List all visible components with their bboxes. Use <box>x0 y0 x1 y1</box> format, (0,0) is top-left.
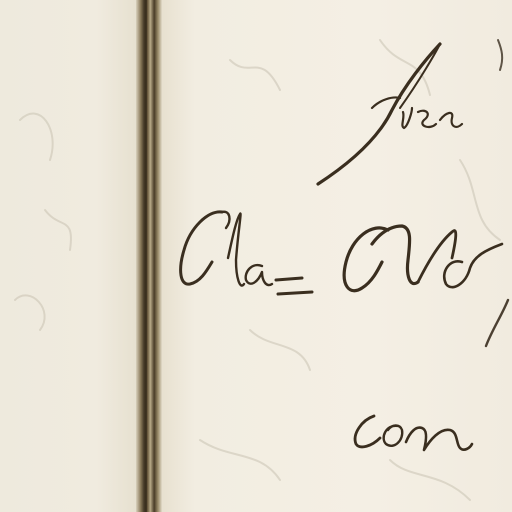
word-cla-cno <box>181 212 508 346</box>
word-fise <box>318 40 502 184</box>
word-con <box>355 416 472 450</box>
